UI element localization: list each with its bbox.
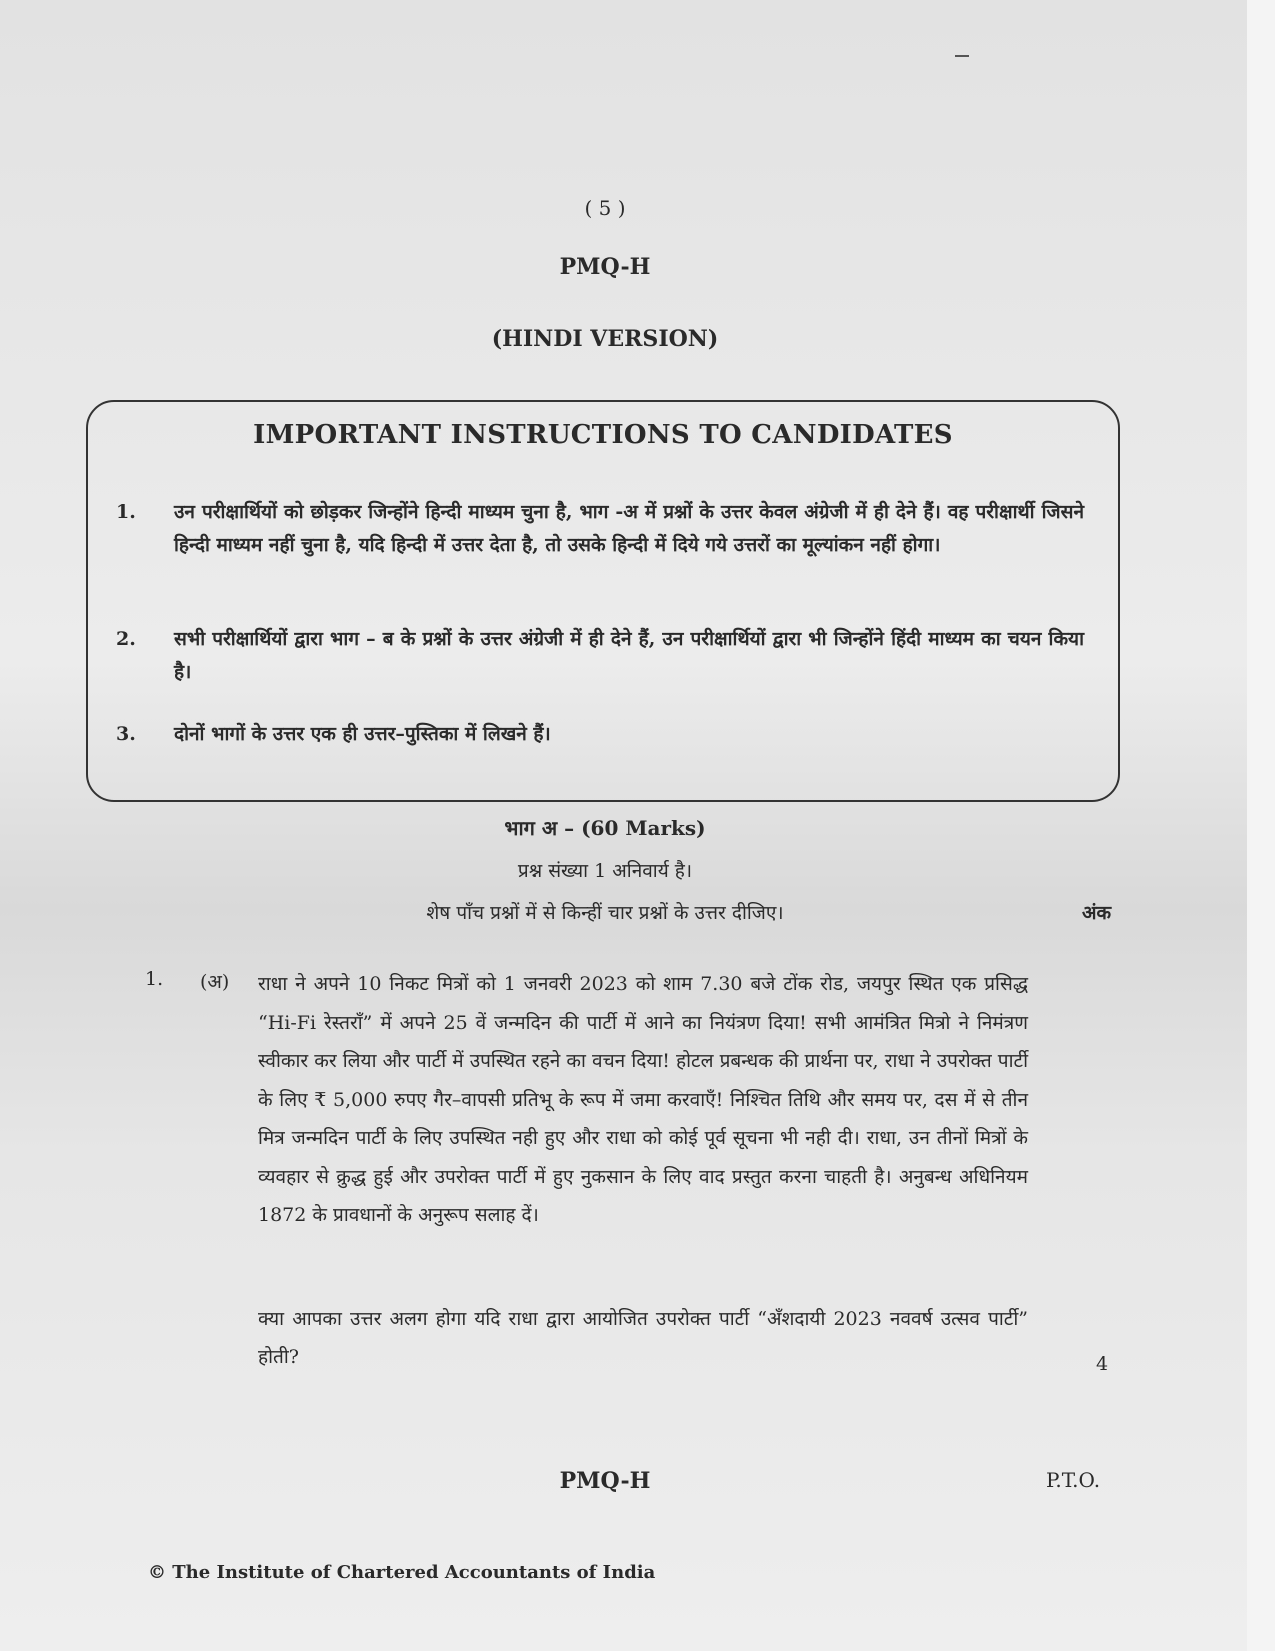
question-marks: 4 <box>1096 1353 1109 1375</box>
footer-paper-code: PMQ-H <box>559 1468 651 1494</box>
instruction-text: दोनों भागों के उत्तर एक ही उत्तर–पुस्तिका में लिखने हैं। <box>174 723 551 745</box>
question-body: राधा ने अपने 10 निकट मित्रों को 1 जनवरी 2023 को शाम 7.30 बजे टोंक रोड, जयपुर स्थित एक प्रसिद्ध “Hi-Fi रेस्तराँ” में अपने 25 वें जन्मदिन की पार्टी में आने का नियंत्रण दिया! सभी आमंत्रित मित्रो ने निमंत्रण स्वीकार कर लिया और पार्टी में उपस्थित रहने का वचन दिया! होटल प्रबन्धक की प्रार्थना पर, राधा ने उपरोक्त पार्टी के लिए ₹ 5,000 रुपए गैर–वापसी प्रतिभू के रूप में जमा करवाएँ! निश्चित तिथि और समय पर, दस में से तीन मित्र जन्मदिन पार्टी के लिए उपस्थित नही हुए और राधा को कोई पूर्व सूचना भी नही दी। राधा, उन तीनों मित्रों के व्यवहार से क्रुद्ध हुई और उपरोक्त पार्टी में हुए नुकसान के लिए वाद प्रस्तुत करना चाहती है। अनुबन्ध अधिनियम 1872 के प्रावधानों के अनुरूप सलाह दें। <box>258 973 1028 1226</box>
marks-column-label: अंक <box>1082 902 1112 924</box>
instruction-item <box>116 718 1096 754</box>
question-subpart: (अ) <box>200 971 230 993</box>
instruction-text: उन परीक्षार्थियों को छोड़कर जिन्होंने हिन्दी माध्यम चुना है, भाग -अ में प्रश्नों के उत्तर केवल अंग्रेजी में ही देने हैं। वह परीक्षार्थी जिसने हिन्दी माध्यम नहीं चुना है, यदि हिन्दी में उत्तर देता है, तो उसके हिन्दी में दिये गये उत्तरों का मूल्यांकन नहीं होगा। <box>174 501 1084 556</box>
pto-label: P.T.O. <box>1046 1468 1101 1492</box>
question-followup: क्या आपका उत्तर अलग होगा यदि राधा द्वारा आयोजित उपरोक्त पार्टी “अँशदायी 2023 नववर्ष उत्सव पार्टी” होती? <box>258 1308 1028 1368</box>
question-number: 1. <box>145 968 164 990</box>
instruction-item <box>116 496 1096 596</box>
page-edge <box>1247 0 1275 1651</box>
choice-note: शेष पाँच प्रश्नों में से किन्हीं चार प्रश्नों के उत्तर दीजिए। <box>426 902 784 924</box>
instruction-item <box>116 623 1096 693</box>
page-number: ( 5 ) <box>584 196 626 220</box>
instructions-title: IMPORTANT INSTRUCTIONS TO CANDIDATES <box>253 420 953 450</box>
copyright-notice: © The Institute of Chartered Accountants of India <box>148 1562 656 1583</box>
instruction-text: सभी परीक्षार्थियों द्वारा भाग – ब के प्रश्नों के उत्तर अंग्रेजी में ही देने हैं, उन परीक्षार्थियों द्वारा भी जिन्होंने हिंदी माध्यम का चयन किया है। <box>174 628 1084 683</box>
version-label: (HINDI VERSION) <box>491 326 719 352</box>
part-heading: भाग अ – (60 Marks) <box>504 816 706 840</box>
instruction-number: 3. <box>116 723 136 745</box>
stray-mark <box>955 55 969 57</box>
compulsory-note: प्रश्न संख्या 1 अनिवार्य है। <box>517 860 693 882</box>
paper-code: PMQ-H <box>559 254 651 280</box>
instruction-number: 2. <box>116 628 136 650</box>
instruction-number: 1. <box>116 501 136 523</box>
